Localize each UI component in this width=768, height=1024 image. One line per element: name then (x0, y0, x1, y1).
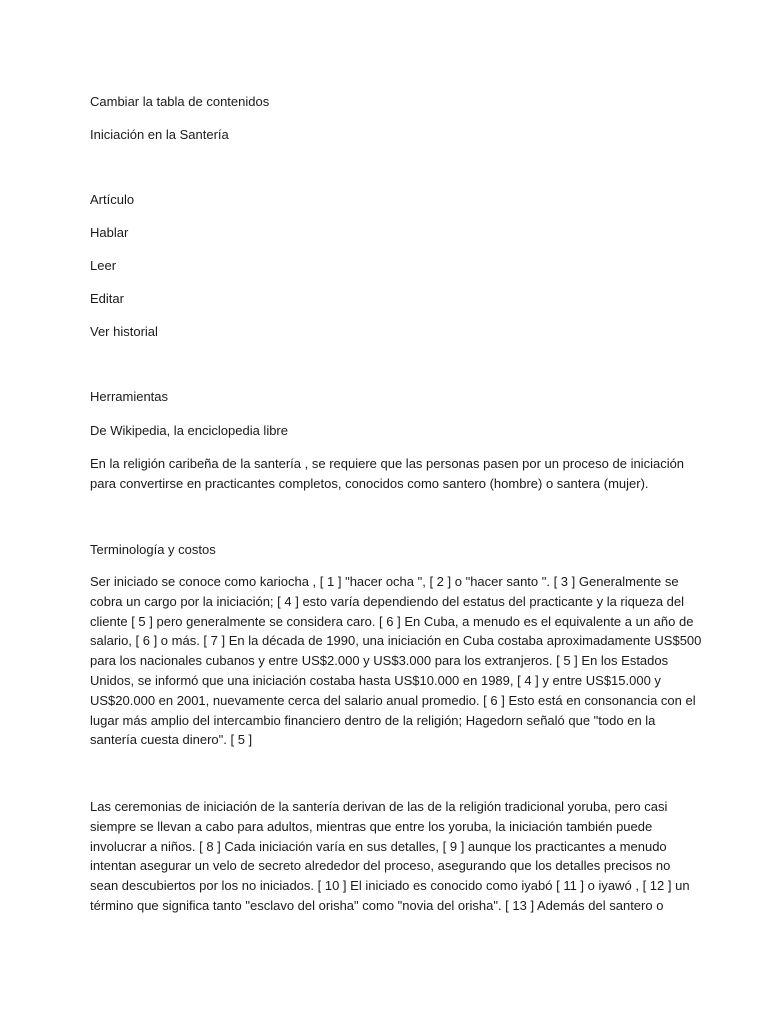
intro-paragraph (90, 454, 685, 494)
body-paragraph-2 (90, 797, 690, 916)
paragraph-line: US$20.000 en 2001, nuevamente cerca del salario anual promedio. [ 6 ] Esto está en consonancia con el (90, 692, 696, 708)
change-toc-link[interactable]: Cambiar la tabla de contenidos (90, 94, 270, 109)
paragraph-line: siempre se llevan a cabo para adultos, mientras que entre los yoruba, la iniciación también puede (90, 818, 653, 834)
tab-read[interactable]: Leer (90, 258, 117, 273)
paragraph-line: Ser iniciado se conoce como kariocha , [ 1 ] "hacer ocha ", [ 2 ] o "hacer santo ". [ 3 ] Generalmente se (90, 574, 679, 589)
paragraph-line: salario, [ 6 ] o más. [ 7 ] En la década de 1990, una iniciación en Cuba costaba aproximadamente US$500 (90, 633, 702, 649)
paragraph-line: para los nacionales cubanos y entre US$2.000 y US$3.000 para los extranjeros. [ 5 ] En los Estados (90, 653, 669, 669)
section-heading: Terminología y costos (90, 542, 216, 557)
paragraph-line: cobra un cargo por la iniciación; [ 4 ] esto varía dependiendo del estatus del practicante y la riqueza del (90, 593, 685, 609)
body-paragraph-1 (90, 572, 702, 750)
paragraph-line: cliente [ 5 ] pero generalmente se considera caro. [ 6 ] En Cuba, a menudo es el equivalente a un año de (90, 613, 694, 629)
tab-talk[interactable]: Hablar (90, 225, 129, 240)
paragraph-line: Unidos, se informó que una iniciación costaba hasta US$10.000 en 1989, [ 4 ] y entre US$15.000 y (90, 672, 661, 688)
intro-line: para convertirse en practicantes completos, conocidos como santero (hombre) o santera (mujer). (90, 475, 649, 491)
paragraph-line: lugar más amplio del intercambio financiero dentro de la religión; Hagedorn señaló que "todo en la (90, 712, 656, 728)
paragraph-line: término que significa tanto "esclavo del orisha" como "novia del orisha". [ 13 ] Además del santero o (90, 897, 664, 913)
intro-line: En la religión caribeña de la santería , se requiere que las personas pasen por un proceso de iniciación (90, 456, 685, 471)
source-tagline: De Wikipedia, la enciclopedia libre (90, 423, 288, 438)
tab-edit[interactable]: Editar (90, 291, 124, 306)
tools-menu[interactable]: Herramientas (90, 389, 169, 404)
tab-view-history[interactable]: Ver historial (90, 324, 158, 339)
article-title: Iniciación en la Santería (90, 127, 229, 142)
paragraph-line: intentan asegurar un velo de secreto alrededor del proceso, asegurando que los detalles precisos no (90, 858, 671, 874)
paragraph-line: sean descubiertos por los no iniciados. [ 10 ] El iniciado es conocido como iyabó [ 11 ] o iyawó , [ 12 ] un (90, 878, 690, 894)
paragraph-line: Las ceremonias de iniciación de la santería derivan de las de la religión tradicional yoruba, pero casi (90, 799, 668, 814)
tab-article[interactable]: Artículo (90, 192, 135, 207)
paragraph-line: santería cuesta dinero". [ 5 ] (90, 732, 253, 748)
paragraph-line: involucrar a niños. [ 8 ] Cada iniciación varía en sus detalles, [ 9 ] aunque los practicantes a menudo (90, 838, 667, 854)
